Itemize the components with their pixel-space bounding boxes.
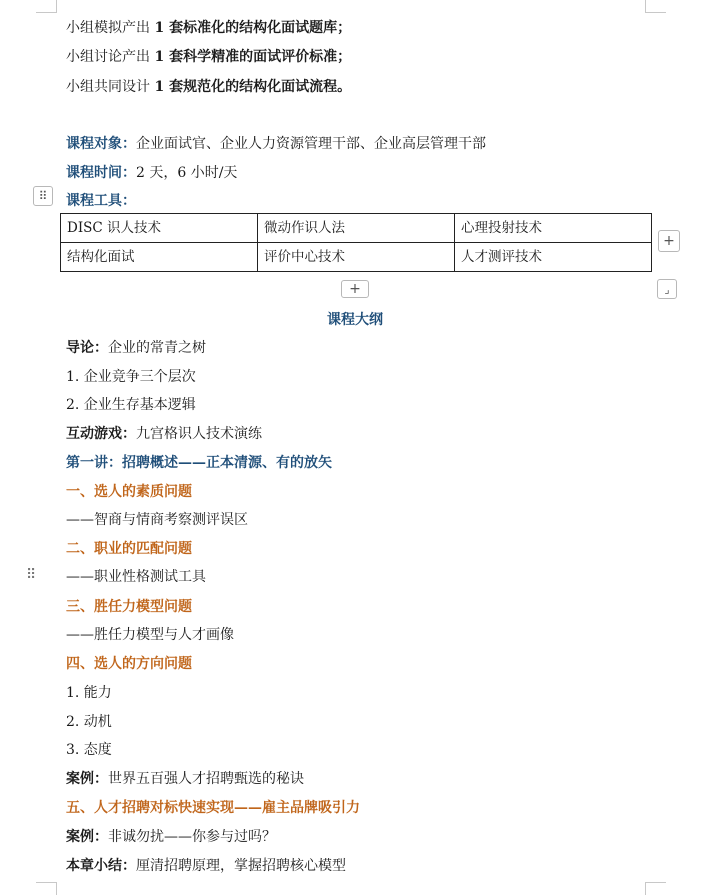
objective-1-bold: 1 套标准化的结构化面试题库；: [154, 20, 352, 36]
outline-title: 课程大纲: [327, 312, 383, 328]
move-handle-icon[interactable]: ⠿: [33, 186, 53, 206]
course-audience-label: 课程对象：: [66, 136, 136, 152]
case-1: [66, 769, 304, 789]
course-audience-value: 企业面试官、企业人力资源管理干部、企业高层管理干部: [136, 136, 486, 152]
objective-3-prefix: 小组共同设计: [66, 79, 155, 95]
course-time: [66, 163, 237, 183]
table-cell[interactable]: 心理投射技术: [455, 214, 652, 243]
course-time-value: 2 天，6 小时/天: [136, 165, 238, 181]
table-row: [61, 214, 652, 243]
course-tools: [66, 191, 136, 211]
objective-3-bold: 1 套规范化的结构化面试流程。: [154, 79, 352, 95]
section-text: ——智商与情商考察测评误区: [66, 512, 248, 528]
objective-1-prefix: 小组模拟产出: [66, 20, 155, 36]
add-row-button[interactable]: [341, 280, 369, 298]
intro: [66, 338, 206, 358]
plus-icon: +: [663, 233, 675, 249]
chapter-summary: [66, 856, 346, 876]
case-1-label: 案例：: [66, 771, 108, 787]
game-label: 互动游戏：: [66, 426, 136, 442]
game: [66, 424, 262, 444]
objective-2: [66, 47, 351, 67]
resize-corner-icon[interactable]: ⌟: [657, 279, 677, 299]
case-2-label: 案例：: [66, 829, 108, 845]
section-title: 一、选人的素质问题: [66, 484, 192, 500]
intro-text: 企业的常青之树: [108, 340, 206, 356]
list-item: 1. 能力: [66, 685, 112, 701]
course-audience: [66, 134, 486, 154]
section-title: 三、胜任力模型问题: [66, 599, 192, 615]
crop-mark-top-right: [645, 0, 666, 13]
intro-label: 导论：: [66, 340, 108, 356]
table-cell[interactable]: 结构化面试: [61, 243, 258, 272]
chapter-summary-text: 厘清招聘原理，掌握招聘核心模型: [136, 858, 346, 874]
section-title: 四、选人的方向问题: [66, 656, 192, 672]
list-item: 1. 企业竞争三个层次: [66, 369, 196, 385]
section-title: 二、职业的匹配问题: [66, 541, 192, 557]
section-text: ——胜任力模型与人才画像: [66, 627, 234, 643]
add-column-button[interactable]: [658, 230, 680, 252]
objective-1: [66, 18, 351, 38]
tools-table: [60, 213, 652, 272]
table-cell[interactable]: 评价中心技术: [258, 243, 455, 272]
table-cell[interactable]: 人才测评技术: [455, 243, 652, 272]
crop-mark-bottom-right: [645, 882, 666, 895]
crop-mark-top-left: [36, 0, 57, 13]
table-row: [61, 243, 652, 272]
course-time-label: 课程时间：: [66, 165, 136, 181]
chapter-summary-label: 本章小结：: [66, 858, 136, 874]
section-title: 五、人才招聘对标快速实现——雇主品牌吸引力: [66, 800, 360, 816]
list-item: 3. 态度: [66, 742, 112, 758]
plus-icon: +: [349, 281, 361, 297]
crop-mark-bottom-left: [36, 882, 57, 895]
list-item: 2. 动机: [66, 714, 112, 730]
drag-grip-icon[interactable]: ⠿: [26, 567, 37, 583]
course-tools-label: 课程工具：: [66, 193, 136, 209]
case-2: [66, 827, 276, 847]
section-text: ——职业性格测试工具: [66, 569, 206, 585]
list-item: 2. 企业生存基本逻辑: [66, 397, 196, 413]
game-text: 九宫格识人技术演练: [136, 426, 262, 442]
objective-3: [66, 77, 351, 97]
objective-2-prefix: 小组讨论产出: [66, 49, 155, 65]
case-2-text: 非诚勿扰——你参与过吗？: [108, 829, 276, 845]
table-cell[interactable]: 微动作识人法: [258, 214, 455, 243]
objective-2-bold: 1 套科学精准的面试评价标准；: [154, 49, 352, 65]
case-1-text: 世界五百强人才招聘甄选的秘诀: [108, 771, 304, 787]
lecture-title: 第一讲：招聘概述——正本清源、有的放矢: [66, 455, 332, 471]
table-cell[interactable]: DISC 识人技术: [61, 214, 258, 243]
